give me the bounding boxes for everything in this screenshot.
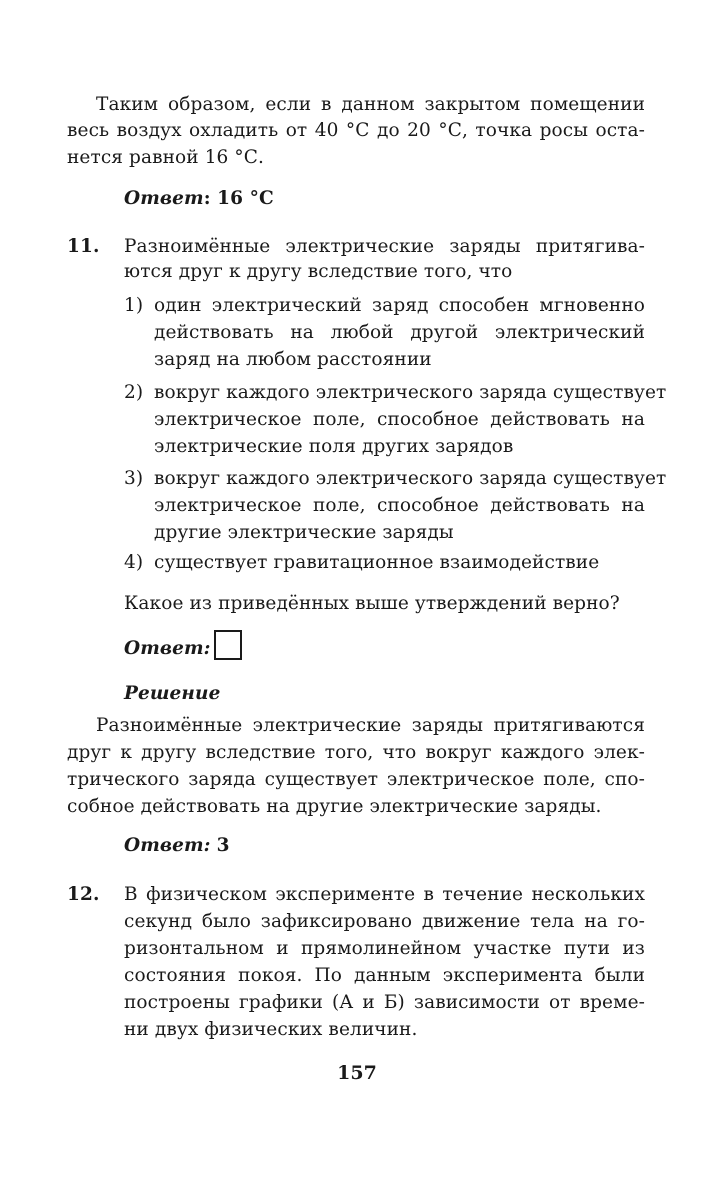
option-4-marker: 4)	[124, 552, 144, 573]
solution-line-2: друг к другу вследствие того, что вокруг каждого элек-	[67, 742, 645, 763]
option-3-line-2: электрическое поле, способное действовать на	[154, 495, 645, 516]
option-2-line-1: вокруг каждого электрического заряда существует	[154, 382, 667, 403]
task-12-line-6: ни двух физических величин.	[124, 1019, 418, 1040]
task-12-line-2: секунд было зафиксировано движение тела на го-	[124, 911, 645, 932]
solution-heading: Решение	[124, 683, 221, 704]
final-answer-label: Ответ:	[124, 835, 211, 856]
option-3-marker: 3)	[124, 468, 144, 489]
option-2-line-3: электрические поля других зарядов	[154, 436, 514, 457]
solution-line-1: Разноимённые электрические заряды притягиваются	[96, 715, 645, 736]
task-11-question-line-2: ются друг к другу вследствие того, что	[124, 261, 513, 282]
task-12-line-4: состояния покоя. По данным эксперимента были	[124, 965, 645, 986]
option-4-line-1: существует гравитационное взаимодействие	[154, 552, 600, 573]
solution-line-4: собное действовать на другие электрические заряды.	[67, 796, 602, 817]
task-11-question-line-1: Разноимённые электрические заряды притягива-	[124, 236, 645, 257]
intro-line-3: нется равной 16 °С.	[67, 147, 264, 168]
option-1-line-2: действовать на любой другой электрический	[154, 322, 645, 343]
intro-line-2: весь воздух охладить от 40 °С до 20 °С, точка росы оста-	[67, 120, 645, 141]
option-1-marker: 1)	[124, 295, 144, 316]
answer-10-value: 16 °С	[217, 188, 274, 209]
option-2-line-2: электрическое поле, способное действовать на	[154, 409, 645, 430]
answer-box[interactable]	[214, 630, 242, 660]
option-1-line-1: один электрический заряд способен мгновенно	[154, 295, 645, 316]
answer-10: Ответ: 16 °С	[124, 188, 274, 209]
intro-line-1: Таким образом, если в данном закрытом помещении	[96, 94, 645, 115]
option-2-marker: 2)	[124, 382, 144, 403]
task-12-line-1: В физическом эксперименте в течение нескольких	[124, 884, 645, 905]
task-11-answer-label: Ответ:	[124, 638, 211, 659]
task-11-number: 11.	[67, 236, 100, 257]
answer-10-label: Ответ	[124, 188, 204, 209]
task-12-line-3: ризонтальном и прямолинейном участке пути из	[124, 938, 645, 959]
option-3-line-1: вокруг каждого электрического заряда существует	[154, 468, 667, 489]
task-11-final-answer	[124, 833, 230, 859]
final-answer-value: 3	[216, 835, 230, 856]
page-number: 157	[337, 1062, 377, 1084]
task-11-prompt: Какое из приведённых выше утверждений верно?	[124, 593, 620, 614]
option-1-line-3: заряд на любом расстоянии	[154, 349, 432, 370]
solution-line-3: трического заряда существует электрическое поле, спо-	[67, 769, 645, 790]
task-12-line-5: построены графики (А и Б) зависимости от време-	[124, 992, 645, 1013]
option-3-line-3: другие электрические заряды	[154, 522, 454, 543]
task-12-number: 12.	[67, 884, 100, 905]
